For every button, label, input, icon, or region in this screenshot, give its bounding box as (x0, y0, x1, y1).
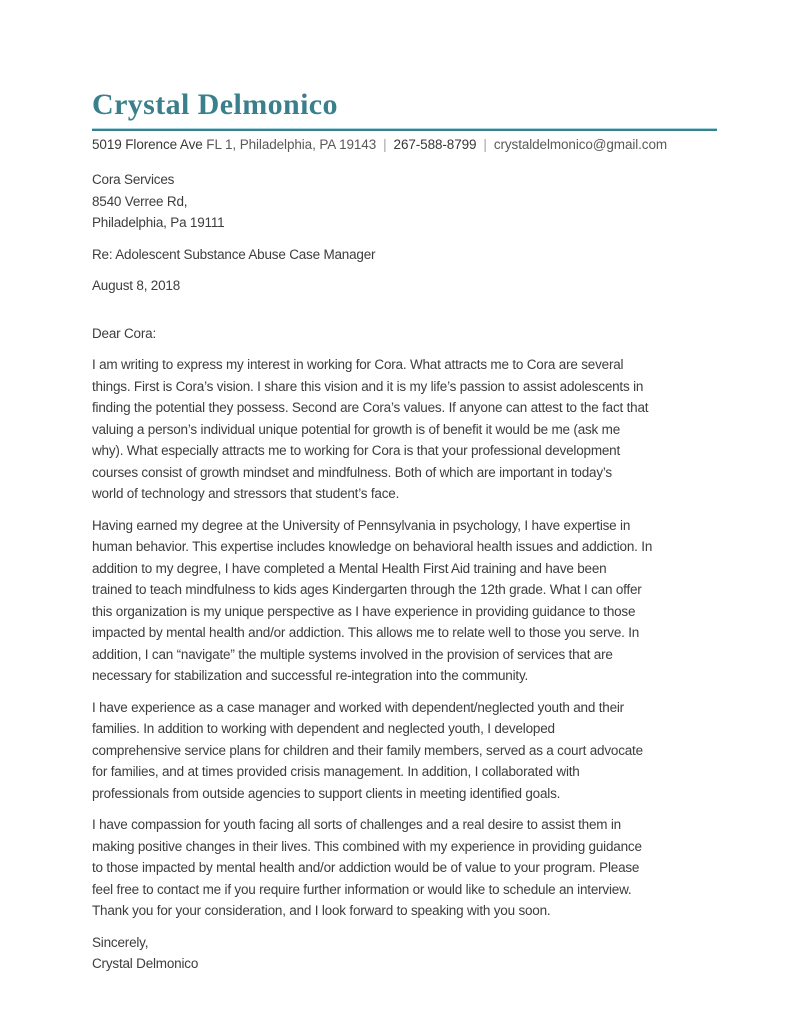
contact-address-rest: FL 1, Philadelphia, PA 19143 (206, 137, 377, 152)
date-line: August 8, 2018 (92, 278, 181, 293)
recipient-address-block: Cora Services 8540 Verree Rd, Philadelphia, Pa 19111 (92, 172, 225, 230)
body-paragraph-2: Having earned my degree at the University of Pennsylvania in psychology, I have expertise in human behavior. This expertise includes knowledge on behavioral health issues and addiction. In addition to my degree, I have completed a Mental Health First Aid training and have been trained to teach mindfulness to kids ages Kindergarten through the 12th grade. What I can offer this organization is my unique perspective as I have experience in providing guidance to those impacted by mental health and/or addiction. This allows me to relate well to those you serve. In addition, I can “navigate” the multiple systems involved in the provision of services that are necessary for stabilization and successful re-integration into the community. (92, 517, 653, 683)
body-paragraph-1: I am writing to express my interest in working for Cora. What attracts me to Cora are several things. First is Cora’s vision. I share this vision and it is my life’s passion to assist adolescents in finding the potential they possess. Second are Cora’s values. If anyone can attest to the fact that valuing a person’s individual unique potential for growth is of benefit it would be me (ask me why). What especially attracts me to working for Cora is that your professional development courses consist of growth mindset and mindfulness. Both of which are important in today’s world of technology and stressors that student’s face. (92, 357, 649, 501)
closing-signature-block: Sincerely, Crystal Delmonico (92, 934, 199, 971)
header-divider-rule (92, 128, 717, 131)
subject-line: Re: Adolescent Substance Abuse Case Manager (92, 246, 376, 262)
body-paragraph-4: I have compassion for youth facing all sorts of challenges and a real desire to assist them in making positive changes in their lives. This combined with my experience in providing guidance to those impacted by mental health and/or addiction would be of value to your program. Please feel free to contact me if you require further information or would like to schedule an interview. Thank you for your consideration, and I look forward to speaking with you soon. (92, 817, 642, 918)
contact-info-line (92, 137, 717, 152)
contact-separator: | (483, 137, 487, 152)
letter-author-name: Crystal Delmonico (92, 88, 338, 121)
contact-separator: | (383, 137, 387, 152)
contact-address-street: 5019 Florence Ave (92, 137, 203, 152)
body-paragraph-3: I have experience as a case manager and worked with dependent/neglected youth and their families. In addition to working with dependent and neglected youth, I developed comprehensive service plans for children and their family members, served as a court advocate for families, and at times provided crisis management. In addition, I collaborated with professionals from outside agencies to support clients in meeting identified goals. (92, 699, 643, 801)
salutation: Dear Cora: (92, 325, 157, 341)
contact-email: crystaldelmonico@gmail.com (493, 137, 668, 152)
contact-phone: 267-588-8799 (393, 137, 477, 152)
